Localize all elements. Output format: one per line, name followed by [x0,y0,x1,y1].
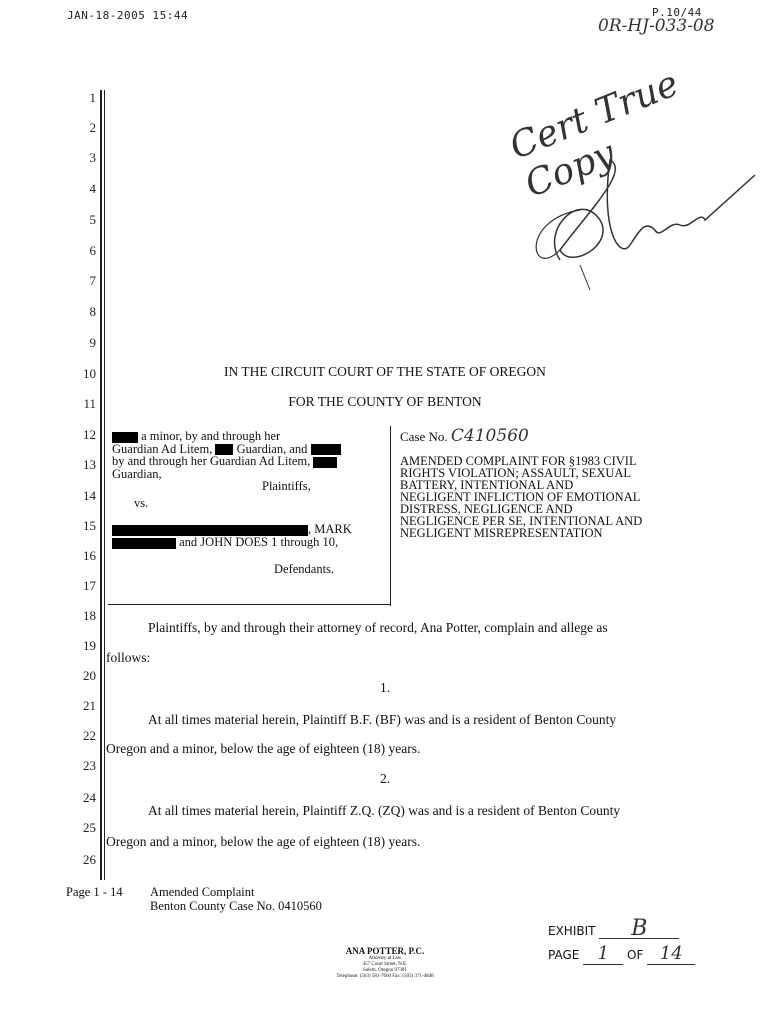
redaction [112,538,176,549]
firm-line: Salem, Oregon 97301 [363,968,407,973]
caption-line: a minor, by and through her [141,429,281,443]
firm-line: Attorney at Law [368,956,402,961]
footer-doc-info [150,885,322,913]
footer-page: Page 1 - 14 [66,885,123,899]
versus-label: vs. [134,495,149,510]
complaint-title-line: DISTRESS, NEGLIGENCE AND [400,502,573,516]
defendant-line-2 [112,536,374,549]
line-number: 25 [83,820,96,835]
complaint-title-line: NEGLIGENT MISREPRESENTATION [400,526,603,540]
intro-paragraph-cont: follows: [106,650,151,665]
complaint-title-line: NEGLIGENT INFLICTION OF EMOTIONAL [400,490,641,504]
intro-paragraph: Plaintiffs, by and through their attorney of record, Ana Potter, complain and allege as [148,620,608,635]
paragraph-number: 2. [379,771,391,786]
fax-page-number: P.10/44 [652,6,702,19]
page-value: 1 [583,943,623,965]
line-number: 20 [83,668,96,683]
line-number: 7 [89,273,96,288]
page-total-value: 14 [647,943,695,965]
fax-timestamp: JAN-18-2005 15:44 [67,9,189,22]
exhibit-value: B [599,920,679,939]
left-margin-rule-inner [104,90,105,880]
court-title: IN THE CIRCUIT COURT OF THE STATE OF OREGON [224,364,546,379]
paragraph-number: 1. [379,680,391,695]
page-label: PAGE [548,948,580,962]
paragraph-1: At all times material herein, Plaintiff B.F. (BF) was and is a resident of Benton County [148,712,617,727]
exhibit-page-line [548,943,695,965]
caption-parties [112,430,374,575]
line-number: 8 [89,304,96,319]
case-number-handwritten: C410560 [450,426,529,446]
plaintiff-2-line [112,455,374,468]
line-number: 13 [83,457,96,472]
caption-case-info [400,426,700,540]
line-number: 22 [83,728,96,743]
firm-block [300,946,470,980]
line-number: 9 [89,335,96,350]
footer-case-number: Benton County Case No. 0410560 [150,899,322,913]
complaint-title-line: RIGHTS VIOLATION; ASSAULT, SEXUAL [400,466,632,480]
caption-line: Guardian, [112,466,162,481]
exhibit-stamp [548,916,695,965]
line-number: 12 [83,427,96,442]
caption-line: , MARK [308,522,352,537]
left-margin-rule [100,90,102,880]
complaint-title-line: AMENDED COMPLAINT FOR §1983 CIVIL [400,454,637,468]
case-number-line [400,426,700,446]
line-number: 1 [89,90,96,105]
signature-mark [520,150,760,300]
caption-bottom-rule [108,604,391,605]
line-number: 14 [83,488,96,503]
line-number: 19 [83,638,96,653]
paragraph-1-cont: Oregon and a minor, below the age of eighteen (18) years. [106,741,421,756]
line-number: 10 [83,366,96,381]
caption-line: Guardian Ad Litem, [112,441,213,456]
line-number: 24 [83,790,96,805]
footer-doc-title: Amended Complaint [150,885,255,899]
complaint-title-line: BATTERY, INTENTIONAL AND [400,478,574,492]
paragraph-2-cont: Oregon and a minor, below the age of eighteen (18) years. [106,834,421,849]
line-number: 18 [83,608,96,623]
redaction [313,457,337,468]
defendants-label: Defendants. [274,561,335,576]
line-number: 4 [89,181,96,196]
line-number: 2 [89,120,96,135]
firm-line: Telephone: (503) 581-7660 Fax: (503) 371-4848 [336,974,434,979]
firm-line: 457 Court Street, N.E. [362,962,408,967]
exhibit-line [548,916,695,941]
line-number: 11 [83,396,96,411]
case-number-label: Case No. [400,429,448,444]
handwritten-cert-true-copy: Cert True Copy [504,63,685,206]
of-label: OF [627,948,644,962]
exhibit-label: EXHIBIT [548,924,596,938]
line-number: 17 [83,578,96,593]
paragraph-2: At all times material herein, Plaintiff Z.Q. (ZQ) was and is a resident of Benton County [148,803,621,818]
caption-line: and JOHN DOES 1 through 10, [179,535,339,549]
line-number: 6 [89,243,96,258]
court-county: FOR THE COUNTY OF BENTON [288,394,482,409]
redaction [311,444,341,455]
caption-divider [390,426,391,606]
caption-line: by and through her Guardian Ad Litem, [112,454,311,469]
line-number: 16 [83,548,96,563]
line-number: 5 [89,212,96,227]
line-number: 21 [83,698,96,713]
firm-name: ANA POTTER, P.C. [345,946,425,956]
line-number: 3 [89,150,96,165]
handwritten-case-ref: 0R-HJ-033-08 [598,16,715,36]
line-number: 26 [83,852,96,867]
caption-line: Guardian, and [236,441,308,456]
line-number: 15 [83,518,96,533]
complaint-title [400,455,700,539]
line-number: 23 [83,758,96,773]
plaintiffs-label: Plaintiffs, [262,479,311,494]
complaint-title-line: NEGLIGENCE PER SE, INTENTIONAL AND [400,514,643,528]
